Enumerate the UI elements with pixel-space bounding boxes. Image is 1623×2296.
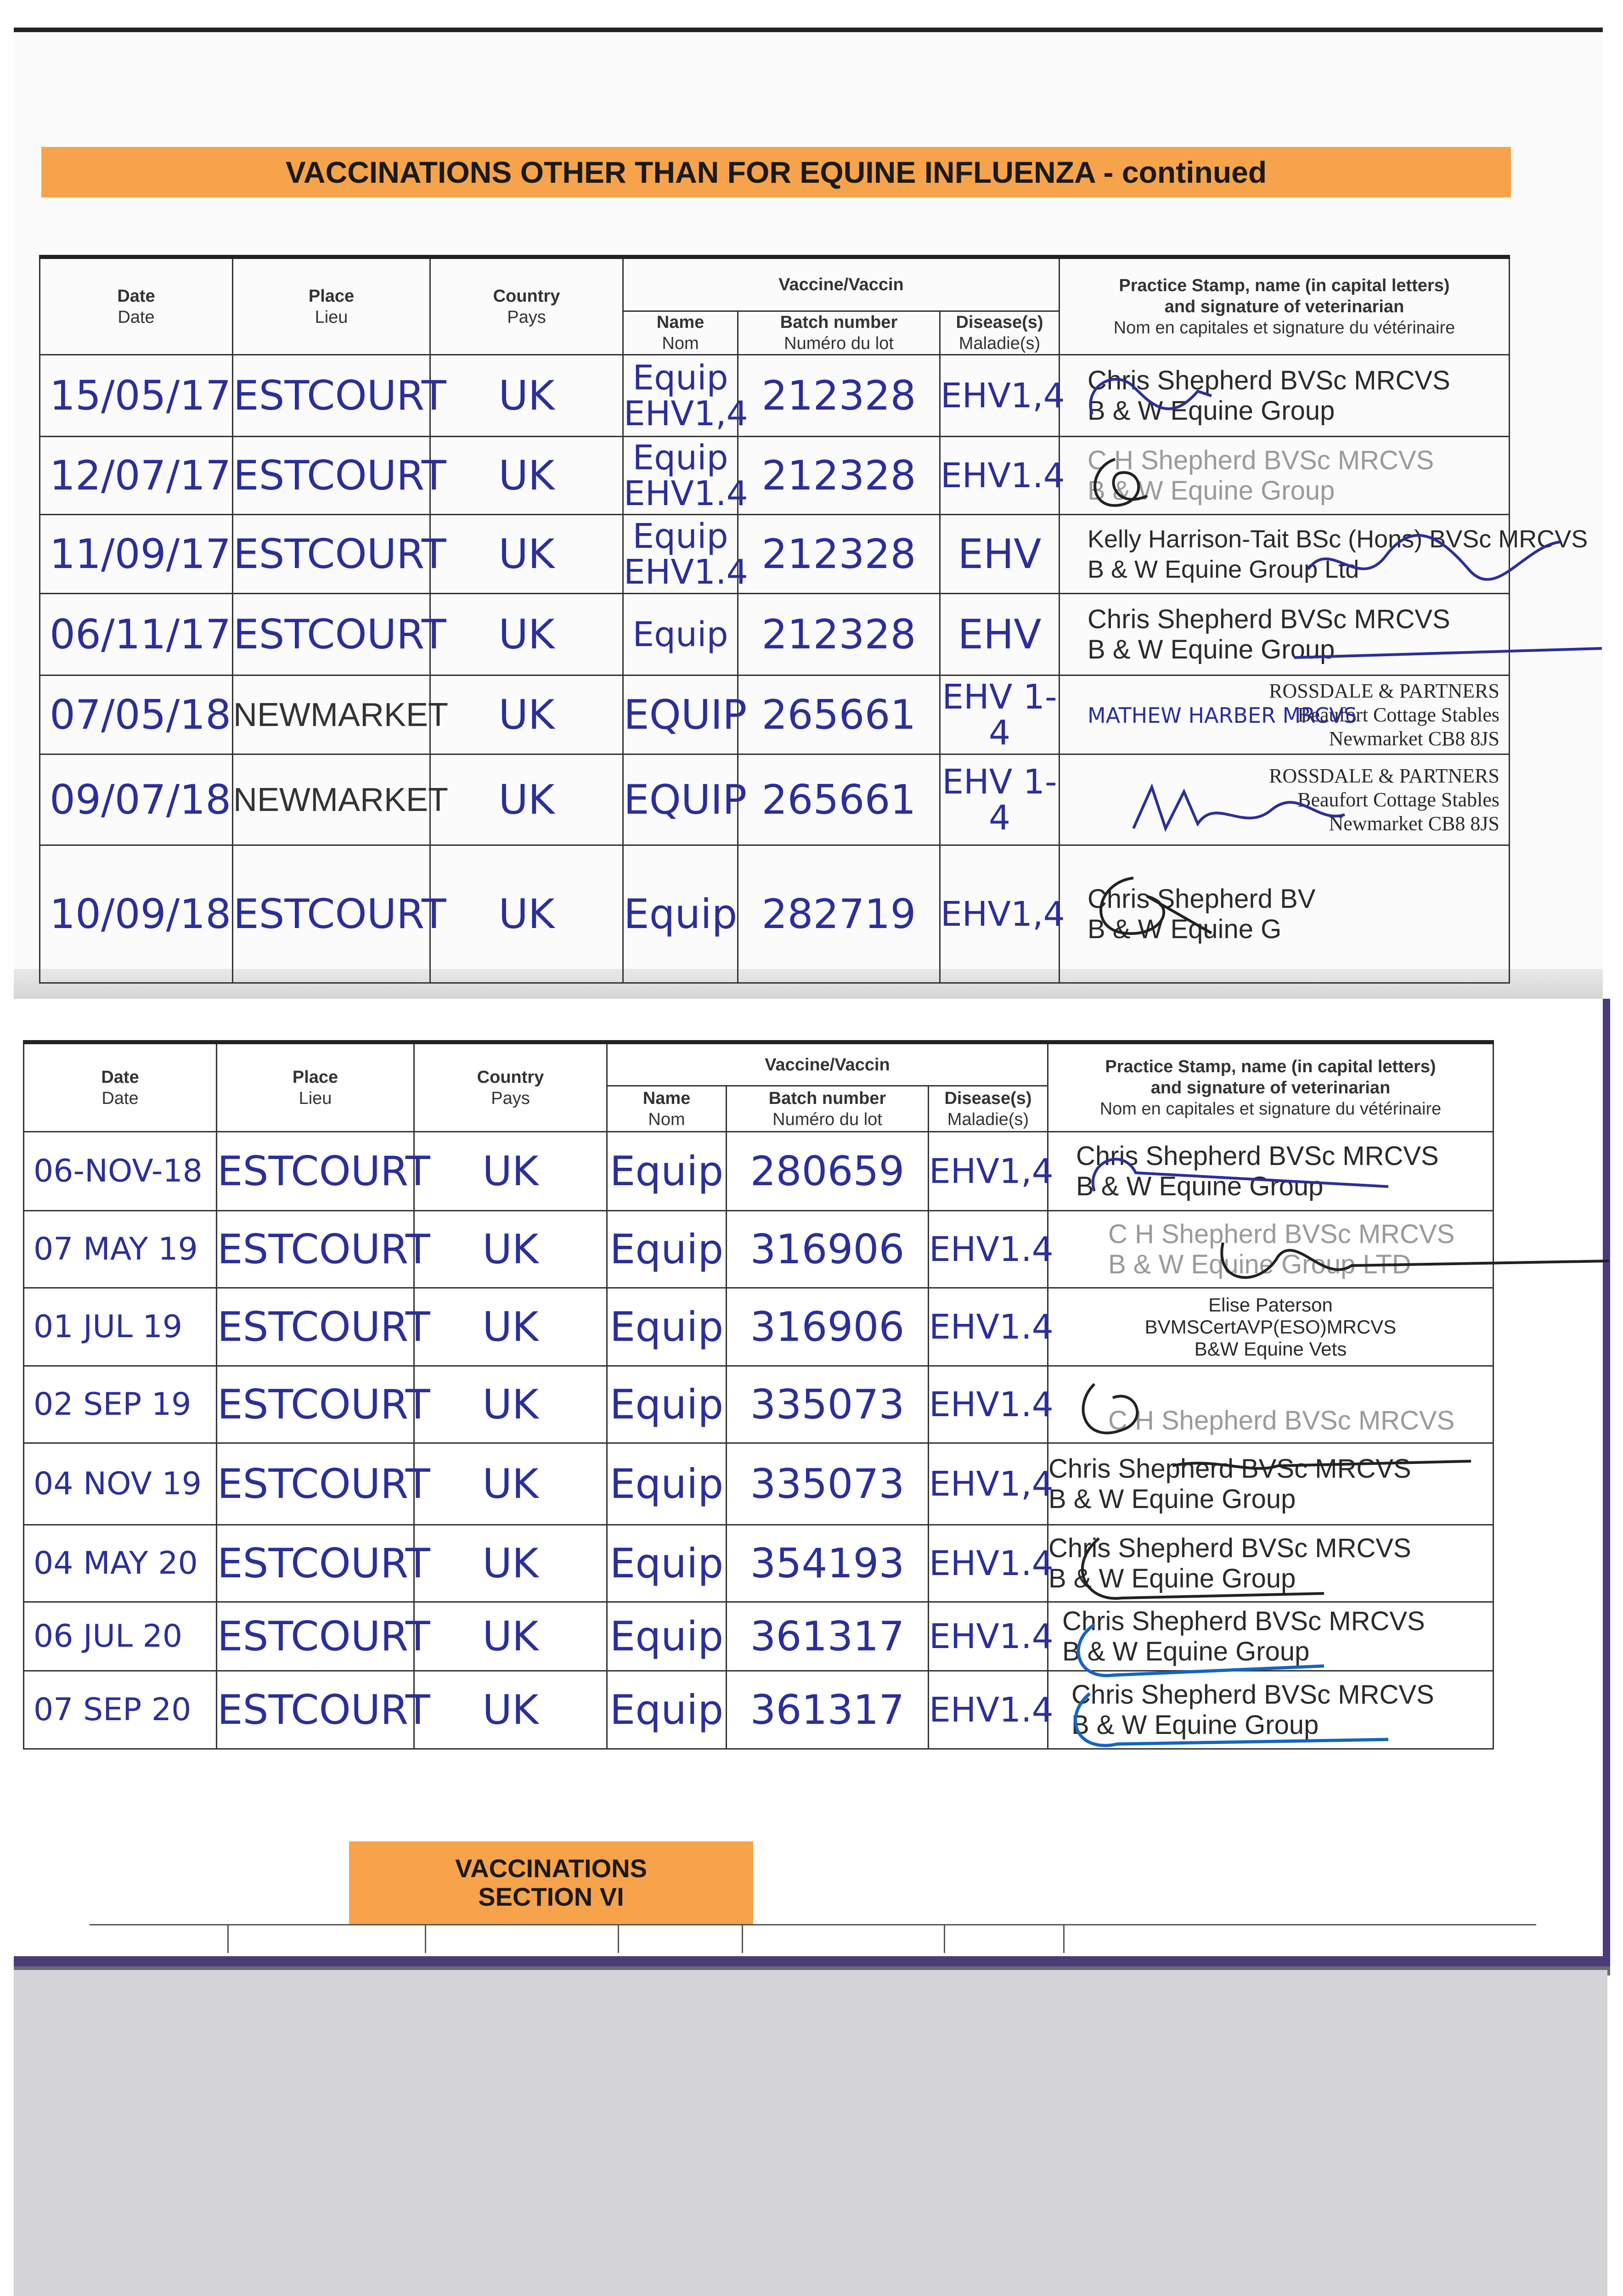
cell-name: Equip: [607, 1288, 727, 1366]
cell-disease: EHV1.4: [940, 437, 1059, 515]
stamp-line: Chris Shepherd BVSc MRCVS: [1071, 1679, 1434, 1710]
stamp-line: Chris Shepherd BVSc MRCVS: [1048, 1453, 1411, 1484]
table-row: [40, 594, 1510, 675]
cell-batch: 265661: [738, 675, 940, 754]
cell-country: UK: [430, 594, 623, 675]
cell-date: 12/07/17: [40, 437, 233, 515]
section-banner-line2: SECTION VI: [478, 1882, 624, 1911]
header-stamp-line2: and signature of veterinarian: [1150, 1078, 1391, 1097]
ruler-tick: [227, 1925, 229, 1953]
cell-country: UK: [430, 515, 623, 594]
cell-stamp: [1059, 845, 1510, 983]
table-row: [40, 515, 1510, 594]
header-batch: [738, 311, 940, 355]
cell-country: UK: [430, 754, 623, 845]
header-country-fr: Pays: [507, 307, 546, 327]
header-name-label: Name: [656, 313, 704, 332]
header-stamp-line1: Practice Stamp, name (in capital letters): [1119, 276, 1450, 295]
ruler-tick: [944, 1925, 945, 1953]
cell-batch: 316906: [727, 1211, 929, 1288]
cell-country: UK: [414, 1443, 607, 1525]
cell-name: Equip EHV1.4: [623, 515, 738, 594]
stamp-line: Elise Paterson: [1208, 1294, 1333, 1316]
cell-disease: EHV1.4: [929, 1366, 1048, 1443]
cell-date: 10/09/18: [40, 845, 233, 983]
cell-place: ESTCOURT: [233, 437, 430, 515]
cell-batch: 265661: [738, 754, 940, 845]
cell-country: UK: [430, 845, 623, 983]
cell-country: UK: [430, 675, 623, 754]
cell-date: 07 SEP 20: [24, 1671, 217, 1749]
header-stamp-line1: Practice Stamp, name (in capital letters): [1105, 1057, 1436, 1076]
vaccination-table-bottom: [23, 1040, 1494, 1750]
stamp-line: Chris Shepherd BVSc MRCVS: [1048, 1533, 1411, 1563]
header-date-label: Date: [117, 286, 155, 306]
stamp-line: B & W Equine Group LTD: [1108, 1249, 1411, 1279]
cell-stamp: [1048, 1443, 1493, 1525]
cell-batch: 361317: [727, 1671, 929, 1749]
ruler-tick: [742, 1925, 743, 1953]
cell-country: UK: [414, 1671, 607, 1749]
stamp-line: B & W Equine Group: [1048, 1563, 1296, 1593]
header-batch-label: Batch number: [768, 1088, 886, 1108]
header-country: [430, 257, 623, 355]
cell-name: Equip: [607, 1671, 727, 1749]
vaccination-table-top: [39, 255, 1588, 984]
cell-date: 15/05/17: [40, 355, 233, 437]
header-place-fr: Lieu: [299, 1088, 332, 1108]
cell-place: ESTCOURT: [233, 355, 430, 437]
cell-place: NEWMARKET: [233, 754, 430, 845]
stamp-line: Newmarket CB8 8JS: [1329, 812, 1499, 835]
background-surface: [14, 1970, 1607, 2296]
table-row: [40, 437, 1510, 515]
cell-name: Equip: [607, 1366, 727, 1443]
stamp-line: B&W Equine Vets: [1194, 1338, 1347, 1360]
header-name-label: Name: [642, 1088, 691, 1108]
stamp-line: MATHEW HARBER MRCVS: [1088, 703, 1357, 728]
header-disease-fr: Maladie(s): [947, 1109, 1029, 1129]
cell-place: ESTCOURT: [217, 1525, 414, 1602]
cell-disease: EHV1.4: [929, 1288, 1048, 1366]
cell-name: Equip: [623, 845, 738, 983]
table-row: [40, 675, 1510, 754]
cell-place: ESTCOURT: [217, 1671, 414, 1749]
header-name-fr: Nom: [662, 334, 699, 353]
cell-stamp: [1059, 437, 1510, 515]
header-vaccine-label: Vaccine/Vaccin: [765, 1055, 890, 1075]
cell-stamp: [1059, 675, 1510, 754]
cell-stamp: [1048, 1211, 1493, 1288]
stamp-line: BVMSCertAVP(ESO)MRCVS: [1144, 1316, 1397, 1338]
header-disease-label: Disease(s): [944, 1088, 1032, 1108]
table-row: [24, 1671, 1493, 1749]
header-batch-label: Batch number: [780, 313, 898, 332]
table-row: [24, 1443, 1493, 1525]
stamp-line: B & W Equine Group: [1088, 395, 1335, 426]
cell-place: ESTCOURT: [217, 1443, 414, 1525]
table-row: [40, 355, 1510, 437]
header-date-fr: Date: [118, 307, 155, 327]
cell-stamp: [1048, 1671, 1493, 1749]
cell-disease: EHV1.4: [929, 1525, 1048, 1602]
header-country: [414, 1042, 607, 1132]
table-row: [24, 1525, 1493, 1602]
next-page-table-edge: [90, 1924, 1536, 1953]
table-row: [24, 1288, 1493, 1366]
header-stamp-fr: Nom en capitales et signature du vétérinaire: [1113, 318, 1455, 338]
section-banner-bottom: [349, 1841, 753, 1924]
stamp-line: Chris Shepherd BV: [1088, 884, 1316, 914]
cell-date: 07/05/18: [40, 675, 233, 754]
stamp-line: B & W Equine G: [1088, 914, 1282, 944]
stamp-line: B & W Equine Group Ltd: [1088, 555, 1359, 583]
cell-name: EQUIP: [623, 754, 738, 845]
cell-disease: EHV1.4: [929, 1211, 1048, 1288]
cell-batch: 280659: [727, 1132, 929, 1211]
cell-batch: 361317: [727, 1602, 929, 1671]
header-date: [24, 1042, 217, 1132]
cell-country: UK: [414, 1132, 607, 1211]
cell-country: UK: [414, 1602, 607, 1671]
cell-name: Equip: [623, 594, 738, 675]
table-row: [40, 845, 1510, 983]
cell-date: 06/11/17: [40, 594, 233, 675]
cell-stamp: [1059, 355, 1510, 437]
header-place-fr: Lieu: [315, 307, 348, 327]
stamp-line: C H Shepherd BVSc MRCVS: [1108, 1219, 1455, 1249]
header-name: [623, 311, 738, 355]
header-country-label: Country: [493, 286, 560, 306]
header-date-label: Date: [101, 1067, 139, 1087]
header-place: [217, 1042, 414, 1132]
cell-disease: EHV1.4: [929, 1671, 1048, 1749]
stamp-line: Chris Shepherd BVSc MRCVS: [1062, 1606, 1425, 1636]
cell-date: 01 JUL 19: [24, 1288, 217, 1366]
cell-stamp: [1048, 1366, 1493, 1443]
ruler-tick: [425, 1925, 426, 1953]
cell-disease: EHV 1-4: [940, 675, 1059, 754]
cell-disease: EHV1,4: [940, 355, 1059, 437]
stamp-line: B & W Equine Group: [1076, 1171, 1324, 1201]
cell-place: ESTCOURT: [217, 1366, 414, 1443]
stamp-line: Chris Shepherd BVSc MRCVS: [1088, 604, 1450, 634]
cell-date: 09/07/18: [40, 754, 233, 845]
table-row: [24, 1602, 1493, 1671]
cell-name: EQUIP: [623, 675, 738, 754]
cell-name: Equip EHV1.4: [623, 437, 738, 515]
section-banner-top: VACCINATIONS OTHER THAN FOR EQUINE INFLUENZA - continued: [41, 147, 1511, 197]
cell-country: UK: [430, 437, 623, 515]
cell-date: 06-NOV-18: [24, 1132, 217, 1211]
table-row: [24, 1366, 1493, 1443]
cell-date: 02 SEP 19: [24, 1366, 217, 1443]
stamp-line: C H Shepherd BVSc MRCVS: [1108, 1405, 1455, 1435]
cell-date: 11/09/17: [40, 515, 233, 594]
header-batch-fr: Numéro du lot: [772, 1109, 882, 1129]
cell-date: 04 NOV 19: [24, 1443, 217, 1525]
cell-date: 04 MAY 20: [24, 1525, 217, 1602]
header-batch-fr: Numéro du lot: [784, 334, 894, 353]
stamp-line: Beaufort Cottage Stables: [1297, 788, 1499, 811]
cell-batch: 335073: [727, 1366, 929, 1443]
cell-disease: EHV: [940, 515, 1059, 594]
cell-stamp: [1048, 1288, 1493, 1366]
header-stamp: [1048, 1042, 1493, 1132]
stamp-line: B & W Equine Group: [1062, 1636, 1310, 1666]
cell-stamp: [1059, 515, 1588, 594]
cell-disease: EHV1,4: [940, 845, 1059, 983]
cell-batch: 282719: [738, 845, 940, 983]
cell-place: NEWMARKET: [233, 675, 430, 754]
cell-disease: EHV1.4: [929, 1602, 1048, 1671]
header-stamp-fr: Nom en capitales et signature du vétérinaire: [1099, 1099, 1442, 1119]
stamp-line: ROSSDALE & PARTNERS: [1269, 764, 1499, 787]
cell-batch: 316906: [727, 1288, 929, 1366]
cell-disease: EHV1,4: [929, 1443, 1048, 1525]
cell-name: Equip: [607, 1211, 727, 1288]
cell-place: ESTCOURT: [233, 515, 430, 594]
cell-disease: EHV: [940, 594, 1059, 675]
cell-disease: EHV1,4: [929, 1132, 1048, 1211]
cell-date: 06 JUL 20: [24, 1602, 217, 1671]
stamp-line: B & W Equine Group: [1071, 1710, 1319, 1740]
header-batch: [727, 1086, 929, 1132]
cell-country: UK: [414, 1288, 607, 1366]
stamp-line: Newmarket CB8 8JS: [1329, 727, 1499, 750]
cell-batch: 212328: [738, 594, 940, 675]
cell-disease: EHV 1-4: [940, 754, 1059, 845]
header-place-label: Place: [292, 1067, 338, 1087]
header-disease: [929, 1086, 1048, 1132]
header-stamp: [1059, 257, 1510, 355]
stamp-line: B & W Equine Group: [1048, 1484, 1296, 1514]
ruler-tick: [618, 1925, 619, 1953]
cell-batch: 212328: [738, 355, 940, 437]
cell-stamp: [1048, 1132, 1493, 1211]
cell-country: UK: [414, 1211, 607, 1288]
header-place: [233, 257, 430, 355]
cell-country: UK: [414, 1366, 607, 1443]
cell-stamp: [1048, 1525, 1493, 1602]
cell-country: UK: [430, 355, 623, 437]
cell-stamp: [1059, 594, 1510, 675]
header-disease-label: Disease(s): [956, 313, 1043, 332]
cell-stamp: [1059, 754, 1510, 845]
cell-name: Equip EHV1,4: [623, 355, 738, 437]
cell-place: ESTCOURT: [217, 1132, 414, 1211]
header-vaccine: [607, 1042, 1048, 1086]
header-date-fr: Date: [101, 1088, 139, 1108]
header-disease: [940, 311, 1059, 355]
header-name-fr: Nom: [648, 1109, 685, 1129]
header-country-label: Country: [477, 1067, 544, 1087]
header-stamp-line2: and signature of veterinarian: [1164, 297, 1404, 316]
cell-name: Equip: [607, 1602, 727, 1671]
cell-name: Equip: [607, 1525, 727, 1602]
ruler-tick: [1063, 1925, 1065, 1953]
stamp-line: Kelly Harrison-Tait BSc (Hons) BVSc MRCVS: [1088, 525, 1588, 553]
header-name: [607, 1086, 727, 1132]
header-disease-fr: Maladie(s): [958, 334, 1041, 353]
cell-date: 07 MAY 19: [24, 1211, 217, 1288]
cell-batch: 354193: [727, 1525, 929, 1602]
stamp-line: Chris Shepherd BVSc MRCVS: [1076, 1141, 1439, 1171]
stamp-line: Beaufort Cottage Stables: [1297, 703, 1499, 726]
cell-country: UK: [414, 1525, 607, 1602]
cell-place: ESTCOURT: [217, 1211, 414, 1288]
table-row: [40, 754, 1510, 845]
cell-place: ESTCOURT: [217, 1602, 414, 1671]
cell-batch: 335073: [727, 1443, 929, 1525]
header-country-fr: Pays: [491, 1088, 530, 1108]
cell-batch: 212328: [738, 515, 940, 594]
cell-name: Equip: [607, 1443, 727, 1525]
cell-name: Equip: [607, 1132, 727, 1211]
cell-place: ESTCOURT: [217, 1288, 414, 1366]
stamp-line: C H Shepherd BVSc MRCVS: [1088, 445, 1434, 475]
cell-batch: 212328: [738, 437, 940, 515]
stamp-line: B & W Equine Group: [1088, 475, 1335, 506]
cell-place: ESTCOURT: [233, 845, 430, 983]
header-place-label: Place: [308, 286, 355, 306]
cell-place: ESTCOURT: [233, 594, 430, 675]
cell-stamp: [1048, 1602, 1493, 1671]
table-row: [24, 1211, 1493, 1288]
header-vaccine-label: Vaccine/Vaccin: [778, 275, 904, 294]
table-row: [24, 1132, 1493, 1211]
stamp-line: B & W Equine Group: [1088, 634, 1335, 664]
header-vaccine: [623, 257, 1059, 311]
stamp-line: Chris Shepherd BVSc MRCVS: [1088, 365, 1450, 395]
stamp-line: ROSSDALE & PARTNERS: [1269, 679, 1499, 702]
header-date: [40, 257, 233, 355]
section-banner-line1: VACCINATIONS: [455, 1854, 647, 1883]
